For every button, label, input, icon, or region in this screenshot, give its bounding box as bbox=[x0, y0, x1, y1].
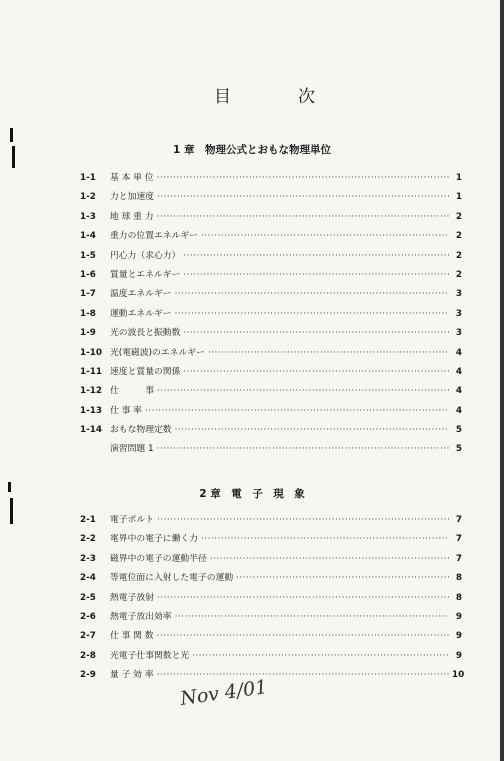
leader-dots bbox=[201, 530, 449, 549]
entry-page: 5 bbox=[455, 425, 462, 436]
entry-title: 地 球 重 力 bbox=[110, 211, 154, 222]
toc-entry[interactable] bbox=[80, 208, 462, 227]
entry-title: 運動エネルギー bbox=[110, 308, 172, 319]
toc-entry[interactable] bbox=[80, 647, 462, 666]
entry-number: 2-6 bbox=[80, 611, 96, 622]
leader-dots bbox=[157, 511, 449, 530]
entry-page: 10 bbox=[452, 670, 465, 681]
leader-dots bbox=[157, 169, 449, 188]
entry-page: 1 bbox=[455, 192, 462, 203]
margin-mark bbox=[10, 498, 13, 524]
title-left: 目 bbox=[214, 87, 233, 107]
entry-page: 2 bbox=[455, 269, 462, 280]
entry-number: 1-8 bbox=[80, 308, 96, 319]
entry-title: 仕 事 率 bbox=[110, 405, 142, 416]
leader-dots bbox=[145, 402, 449, 421]
entry-number: 1-5 bbox=[80, 250, 96, 261]
toc-chapter-2 bbox=[80, 511, 465, 686]
entry-page: 4 bbox=[455, 366, 462, 377]
entry-title: 仕 事 関 数 bbox=[110, 631, 154, 642]
leader-dots bbox=[157, 440, 449, 459]
leader-dots bbox=[157, 627, 449, 646]
toc-entry[interactable] bbox=[80, 627, 462, 646]
leader-dots bbox=[183, 324, 449, 343]
entry-page: 4 bbox=[455, 405, 462, 416]
leader-dots bbox=[183, 247, 449, 266]
entry-page: 7 bbox=[455, 515, 462, 525]
entry-page: 5 bbox=[455, 444, 462, 455]
entry-page: 8 bbox=[455, 573, 462, 584]
entry-number: 2-5 bbox=[80, 592, 96, 603]
chapter-heading: 2 章 電 子 現 象 bbox=[199, 488, 305, 500]
entry-number: 2-9 bbox=[80, 670, 96, 681]
scan-edge bbox=[500, 0, 504, 761]
entry-page: 3 bbox=[455, 328, 462, 339]
entry-title: 重力の位置エネルギー bbox=[110, 231, 198, 242]
entry-number: 1-3 bbox=[80, 211, 96, 222]
toc-entry[interactable] bbox=[80, 569, 462, 588]
leader-dots bbox=[157, 666, 449, 685]
toc-entry[interactable] bbox=[80, 324, 462, 343]
toc-entry[interactable] bbox=[80, 589, 462, 608]
entry-title: 磁界中の電子の運動半径 bbox=[110, 553, 207, 564]
entry-number: 1-11 bbox=[80, 366, 103, 377]
toc-entry[interactable] bbox=[80, 344, 462, 363]
toc-entry[interactable] bbox=[80, 608, 462, 627]
entry-title: 質量とエネルギー bbox=[110, 269, 181, 280]
entry-page: 2 bbox=[455, 231, 462, 242]
handwritten-note: Nov 4/01 bbox=[178, 676, 269, 710]
entry-page: 2 bbox=[455, 250, 462, 261]
entry-number: 1-12 bbox=[80, 386, 103, 397]
entry-number: 1-13 bbox=[80, 405, 103, 416]
entry-page: 2 bbox=[455, 211, 462, 222]
entry-page: 9 bbox=[455, 631, 462, 642]
toc-entry[interactable] bbox=[80, 266, 462, 285]
entry-number: 1-14 bbox=[80, 425, 103, 436]
leader-dots bbox=[183, 266, 449, 285]
entry-page: 4 bbox=[455, 347, 462, 358]
entry-title: 量 子 効 率 bbox=[110, 670, 154, 681]
toc-entry[interactable] bbox=[80, 511, 462, 530]
leader-dots bbox=[175, 421, 449, 440]
leader-dots bbox=[208, 344, 449, 363]
leader-dots bbox=[201, 227, 449, 246]
entry-title: 光の波長と振動数 bbox=[110, 328, 181, 339]
entry-title: 電子ボルト bbox=[110, 515, 154, 525]
entry-page: 7 bbox=[455, 534, 462, 545]
toc-entry[interactable] bbox=[80, 227, 462, 246]
toc-entry[interactable] bbox=[80, 530, 462, 549]
leader-dots bbox=[157, 589, 449, 608]
toc-entry[interactable] bbox=[80, 402, 462, 421]
entry-title: 光電子仕事関数と光 bbox=[110, 650, 190, 661]
leader-dots bbox=[157, 188, 449, 207]
leader-dots bbox=[157, 208, 449, 227]
entry-number: 2-2 bbox=[80, 534, 96, 545]
leader-dots bbox=[192, 647, 449, 666]
entry-title: 熱電子放出効率 bbox=[110, 611, 172, 622]
entry-title: 熱電子放射 bbox=[110, 592, 154, 603]
entry-title: 基 本 単 位 bbox=[110, 173, 154, 183]
toc-entry[interactable] bbox=[80, 550, 462, 569]
toc-entry[interactable] bbox=[80, 247, 462, 266]
entry-number: 2-4 bbox=[80, 573, 96, 584]
entry-page: 4 bbox=[455, 386, 462, 397]
toc-entry[interactable] bbox=[80, 382, 462, 401]
entry-title: 速度と質量の関係 bbox=[110, 366, 181, 377]
toc-entry[interactable] bbox=[80, 169, 462, 188]
entry-number: 2-1 bbox=[80, 515, 96, 525]
entry-page: 1 bbox=[455, 173, 462, 183]
entry-title: 温度エネルギー bbox=[110, 289, 172, 300]
title-right: 次 bbox=[298, 87, 317, 107]
leader-dots bbox=[210, 550, 449, 569]
entry-page: 3 bbox=[455, 289, 462, 300]
entry-page: 8 bbox=[455, 592, 462, 603]
leader-dots bbox=[175, 305, 449, 324]
entry-number: 1-4 bbox=[80, 231, 96, 242]
toc-chapter-1 bbox=[80, 169, 462, 460]
entry-number: 1-9 bbox=[80, 328, 96, 339]
margin-mark bbox=[10, 128, 13, 142]
entry-page: 3 bbox=[455, 308, 462, 319]
leader-dots bbox=[183, 363, 449, 382]
toc-entry[interactable] bbox=[80, 188, 462, 207]
toc-entry[interactable] bbox=[80, 440, 462, 459]
entry-title: おもな物理定数 bbox=[110, 425, 172, 436]
entry-title: 円心力（求心力） bbox=[110, 250, 181, 261]
entry-number: 2-8 bbox=[80, 650, 96, 661]
entry-title: 仕 事 bbox=[110, 386, 154, 397]
chapter-heading: 1 章 物理公式とおもな物理単位 bbox=[173, 144, 331, 156]
leader-dots bbox=[175, 285, 449, 304]
entry-number: 2-7 bbox=[80, 631, 96, 642]
entry-title: 演習問題 1 bbox=[110, 444, 154, 455]
toc-entry[interactable] bbox=[80, 305, 462, 324]
entry-number: 1-1 bbox=[80, 173, 96, 183]
leader-dots bbox=[175, 608, 449, 627]
entry-number: 1-7 bbox=[80, 289, 96, 300]
entry-title: 等電位面に入射した電子の運動 bbox=[110, 573, 234, 584]
leader-dots bbox=[236, 569, 449, 588]
entry-title: 光(電磁波)のエネルギー bbox=[110, 347, 205, 358]
entry-number: 1-6 bbox=[80, 269, 96, 280]
entry-number: 1-10 bbox=[80, 347, 103, 358]
toc-entry[interactable] bbox=[80, 666, 465, 685]
entry-title: 力と加速度 bbox=[110, 192, 154, 203]
toc-entry[interactable] bbox=[80, 421, 462, 440]
entry-page: 9 bbox=[455, 650, 462, 661]
entry-page: 7 bbox=[455, 553, 462, 564]
toc-entry[interactable] bbox=[80, 285, 462, 304]
entry-number: 1-2 bbox=[80, 192, 96, 203]
entry-number: 2-3 bbox=[80, 553, 96, 564]
toc-entry[interactable] bbox=[80, 363, 462, 382]
leader-dots bbox=[157, 382, 449, 401]
entry-page: 9 bbox=[455, 611, 462, 622]
entry-title: 電界中の電子に働く力 bbox=[110, 534, 198, 545]
